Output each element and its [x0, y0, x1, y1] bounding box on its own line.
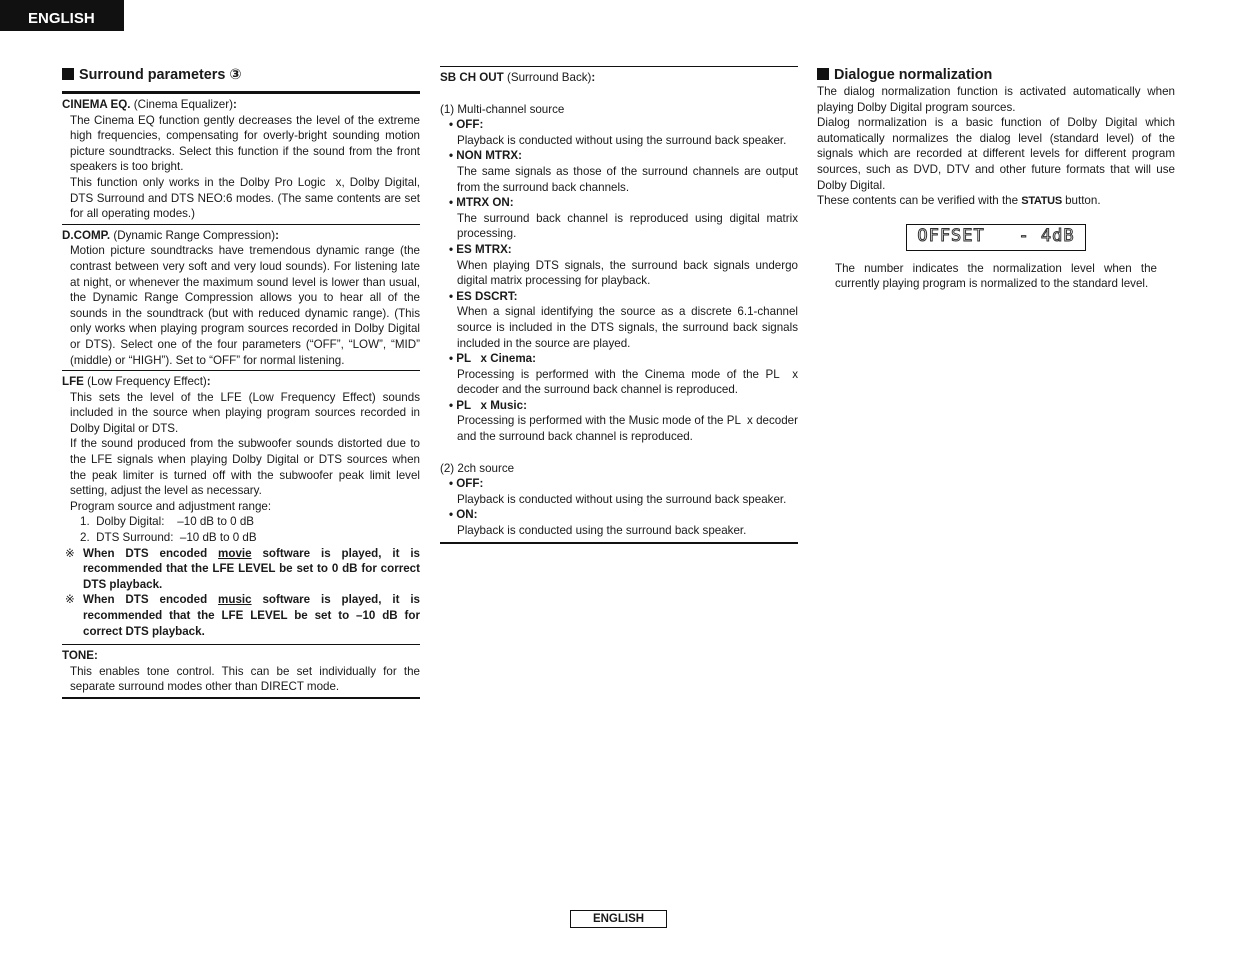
language-tab: ENGLISH	[0, 0, 124, 31]
param-name: TONE:	[62, 649, 98, 663]
multi-channel-options	[440, 117, 798, 444]
param-divider	[62, 224, 420, 225]
front-display	[906, 224, 1086, 251]
param-cinema-eq	[62, 97, 420, 224]
range-item: 2. DTS Surround: –10 dB to 0 dB	[80, 531, 257, 545]
option-description: When a signal identifying the source as a discrete 6.1-channel source is included in the DTS signals, the surround back signals included in the source are played.	[457, 305, 798, 350]
param-head: LFE (Low Frequency Effect):	[62, 375, 211, 389]
param-name: SB CH OUT	[440, 71, 504, 84]
paragraph: The dialog normalization function is activated automatically when playing Dolby Digital program sources.	[817, 85, 1175, 114]
reference-mark-icon: ※	[65, 593, 75, 607]
option-name: • OFF:	[449, 118, 484, 132]
param-divider	[62, 370, 420, 371]
column-sb-ch-out	[440, 60, 798, 544]
option-description: Processing is performed with the Cinema mode of the PL x decoder and the surround back channel is reproduced.	[457, 367, 798, 397]
note-text: When DTS encoded movie software is played, it is recommended that the LFE LEVEL be set to 0 dB for correct DTS playback.	[83, 546, 420, 591]
param-text: If the sound produced from the subwoofer sounds distorted due to the LFE signals when playing Dolby Digital or DTS sources when the peak limiter is turned off with the subwoofer peak limit level setting, adjust the level as necessary.	[70, 437, 420, 498]
option-description: The same signals as those of the surround channels are output from the surround back channels.	[457, 164, 798, 194]
option-description: The surround back channel is reproduced using digital matrix processing.	[457, 211, 798, 241]
note-text: When DTS encoded music software is played, it is recommended that the LFE LEVEL be set to –10 dB for correct DTS playback.	[83, 593, 420, 638]
section-title-surround-parameters	[62, 66, 420, 84]
section-end-divider	[440, 542, 798, 544]
black-square-icon	[817, 68, 829, 80]
param-tone	[62, 648, 420, 697]
two-channel-options	[440, 476, 798, 538]
section-divider	[62, 91, 420, 94]
param-desc: (Surround Back)	[507, 71, 592, 84]
note-movie	[62, 546, 420, 593]
reference-mark-icon: ※	[65, 546, 75, 560]
footer-language-tab: ENGLISH	[570, 910, 667, 928]
param-head	[62, 648, 420, 664]
option-description: Processing is performed with the Music mode of the PL x decoder and the surround back channel is reproduced.	[457, 414, 798, 444]
section-end-divider	[62, 697, 420, 699]
param-desc: (Cinema Equalizer)	[133, 98, 233, 111]
param-dcomp	[62, 228, 420, 370]
section-title-text: Dialogue normalization	[834, 67, 993, 83]
param-lfe	[62, 374, 420, 641]
option-name: • OFF:	[449, 477, 484, 491]
display-readout: OFFSET - 4dB	[917, 226, 1075, 247]
option-description: When playing DTS signals, the surround back signals undergo digital matrix processing for playback.	[457, 258, 798, 288]
range-item: 1. Dolby Digital: –10 dB to 0 dB	[80, 515, 255, 529]
param-head: CINEMA EQ. (Cinema Equalizer):	[62, 98, 237, 111]
param-text: This enables tone control. This can be set individually for the separate surround modes other than DIRECT mode.	[70, 664, 420, 694]
param-name: D.COMP.	[62, 228, 111, 242]
option-description: Playback is conducted without using the surround back speaker.	[457, 492, 787, 506]
section-title-text: Surround parameters ③	[79, 67, 242, 83]
option-name: • MTRX ON:	[449, 196, 514, 210]
paragraph: Dialog normalization is a basic function of Dolby Digital which automatically normalizes the dialog level (standard level) of the signals which are recorded at different levels for different program sources, such as DVD, DTV and other future formats that will use Dolby Digital.	[817, 116, 1175, 192]
display-caption: The number indicates the normalization level when the currently playing program is normalized to the standard level.	[835, 261, 1157, 291]
param-divider	[62, 644, 420, 645]
option-name: • PL x Music:	[449, 398, 527, 412]
option-name: • PL x Cinema:	[449, 352, 536, 366]
param-text: This function only works in the Dolby Pro Logic x, Dolby Digital, DTS Surround and DTS NEO:6 modes. (The same contents are set for all operating modes.)	[70, 175, 420, 221]
option-name: • ES DSCRT:	[449, 289, 518, 303]
param-text: Program source and adjustment range:	[70, 499, 272, 513]
param-text: Motion picture soundtracks have tremendous dynamic range (the contrast between very soft and very loud sounds). For listening late at night, or whenever the maximum sound level is lower than usual, the Dynamic Range Compression allows you to hear all of the sounds in the soundtrack (but with reduced dynamic range). (This only works when playing program sources recorded in Dolby Digital or DTS). Select one of the four parameters (“OFF”, “LOW”, “MID” (middle) or “HIGH”). Set to “OFF” for normal listening.	[70, 244, 420, 367]
column-surround-parameters	[62, 60, 420, 699]
source-label: (1) Multi-channel source	[440, 102, 565, 116]
param-head: D.COMP. (Dynamic Range Compression):	[62, 228, 279, 242]
param-head: SB CH OUT (Surround Back):	[440, 71, 596, 84]
param-desc: (Low Frequency Effect)	[87, 375, 207, 389]
param-name: CINEMA EQ.	[62, 98, 131, 111]
option-name: • ES MTRX:	[449, 242, 512, 256]
black-square-icon	[62, 68, 74, 80]
param-name: LFE	[62, 375, 84, 389]
paragraph-status: These contents can be verified with the STATUS button.	[817, 194, 1101, 208]
option-description: Playback is conducted without using the surround back speaker.	[457, 133, 787, 147]
option-name: • NON MTRX:	[449, 149, 522, 163]
section-divider	[440, 66, 798, 67]
source-label: (2) 2ch source	[440, 461, 515, 475]
column-dialogue-normalization	[817, 60, 1175, 292]
param-text: The Cinema EQ function gently decreases the level of the extreme high frequencies, compensating for overly-bright sounding motion picture soundtracks. Select this function if the sound from the front speakers is too bright.	[70, 113, 420, 174]
status-button-label: STATUS	[1021, 195, 1062, 208]
note-music	[62, 592, 420, 639]
param-desc: (Dynamic Range Compression)	[113, 228, 276, 242]
section-title-dialogue-normalization	[817, 66, 1175, 84]
param-text: This sets the level of the LFE (Low Frequency Effect) sounds included in the source when playing program sources recorded in Dolby Digital or DTS.	[70, 390, 420, 435]
option-name: • ON:	[449, 508, 478, 522]
option-description: Playback is conducted using the surround back speaker.	[457, 524, 747, 538]
